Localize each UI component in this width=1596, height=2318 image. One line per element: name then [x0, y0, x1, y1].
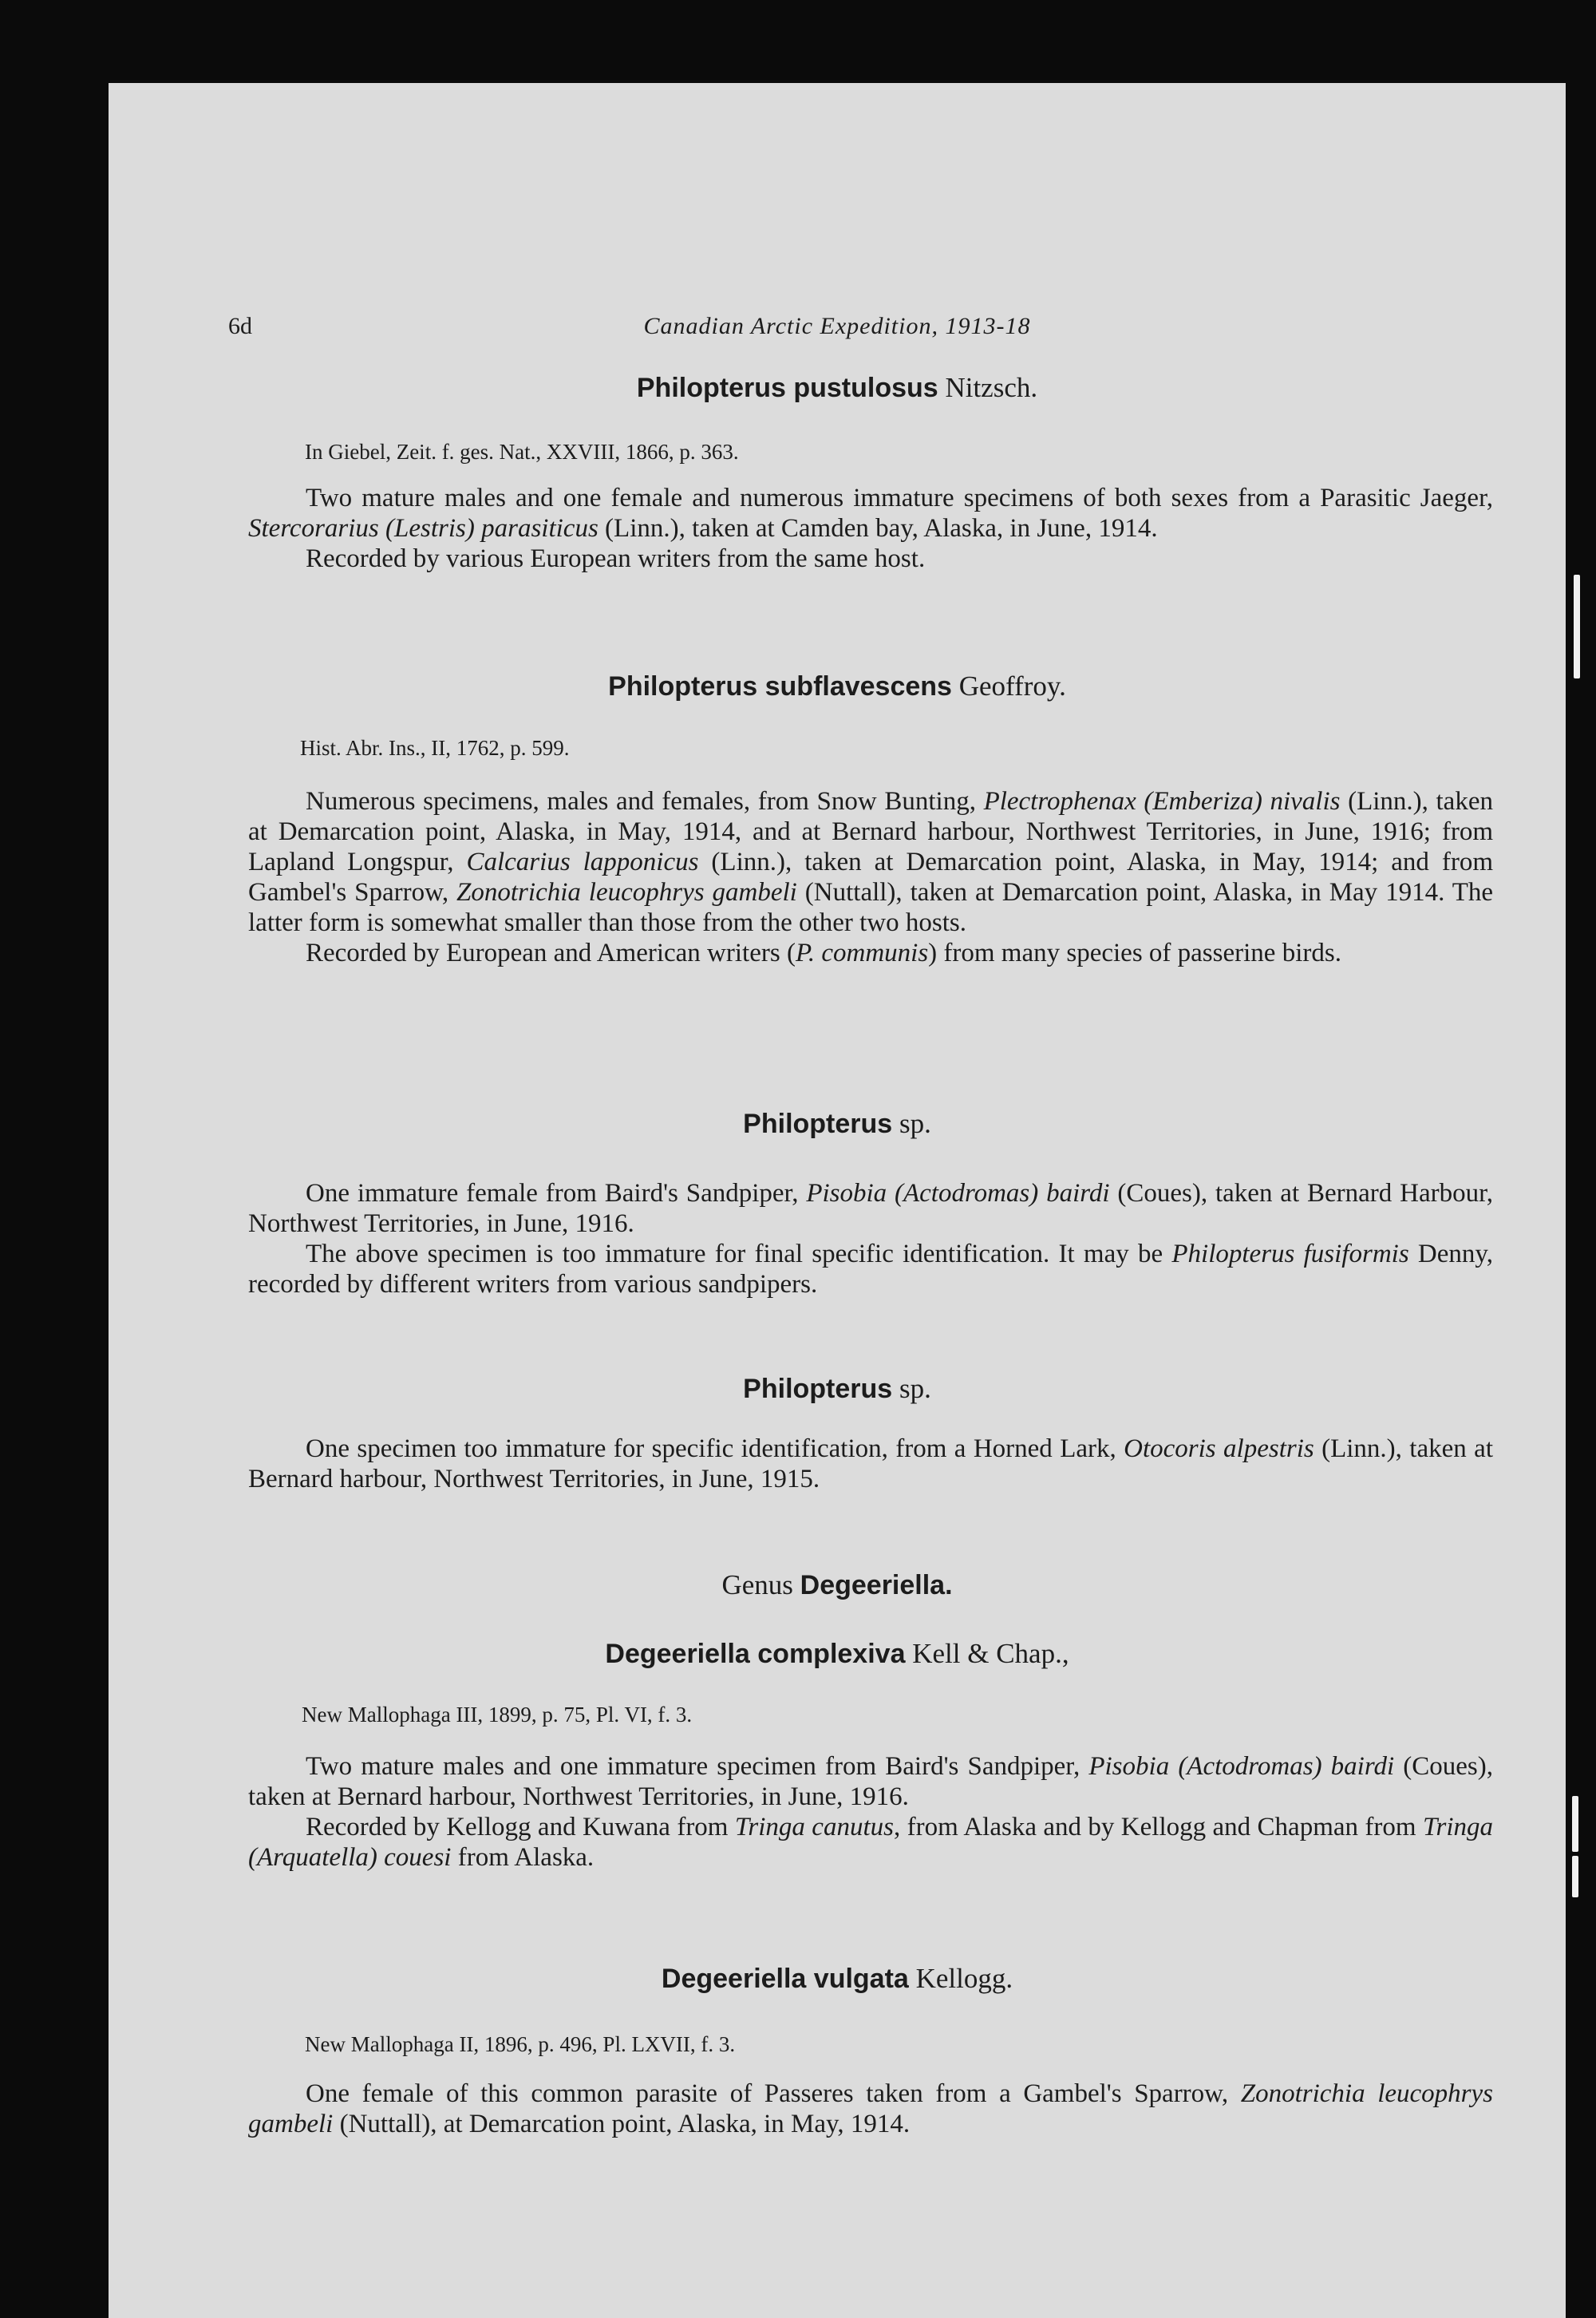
paragraph: Numerous specimens, males and females, from Snow Bunting, Plectrophenax (Emberiza) nivalis (Linn.), taken at Demarcation point, Alaska, in May, 1914, and at Bernard harbour, Northwest Territories, in June, 1916; from Lapland Longspur, Calcarius lapponicus (Linn.), taken at Demarcation point, Alaska, in May, 1914; and from Gambel's Sparrow, Zonotrichia leucophrys gambeli (Nuttall), taken at Demarcation point, Alaska, in May 1914. The latter form is somewhat smaller than those from the other two hosts. [248, 787, 1493, 937]
section-text [248, 1751, 1493, 1873]
species-name: Degeeriella complexiva [605, 1639, 906, 1669]
citation: In Giebel, Zeit. f. ges. Nat., XXVIII, 1866, p. 363. [305, 440, 739, 464]
section-text [248, 483, 1493, 574]
scanned-page [109, 83, 1566, 2318]
section-text [248, 2079, 1493, 2139]
species-author: Nitzsch. [945, 372, 1038, 403]
species-author: Kell & Chap., [912, 1638, 1069, 1669]
page-header [109, 313, 1566, 345]
paragraph: Two mature males and one female and numerous immature specimens of both sexes from a Parasitic Jaeger, Stercorarius (Lestris) parasiticus (Linn.), taken at Camden bay, Alaska, in June, 1914. [248, 484, 1493, 543]
species-name: Philopterus [743, 1374, 893, 1404]
species-name: Philopterus pustulosus [636, 373, 938, 403]
section-text [248, 1178, 1493, 1299]
paragraph: Recorded by various European writers from the same host. [306, 544, 926, 573]
paragraph: One immature female from Baird's Sandpiper, Pisobia (Actodromas) bairdi (Coues), taken at Bernard Harbour, Northwest Territories, in June, 1916. [248, 1179, 1493, 1238]
species-heading [109, 1373, 1566, 1405]
paragraph: The above specimen is too immature for final specific identification. It may be Philopterus fusiformis Denny, recorded by different writers from various sandpipers. [248, 1240, 1494, 1299]
species-author: sp. [899, 1108, 931, 1139]
citation: New Mallophaga II, 1896, p. 496, Pl. LXVII, f. 3. [305, 2032, 736, 2056]
section-text [248, 1434, 1493, 1494]
scan-edge-mark [1574, 575, 1580, 678]
genus-name: Degeeriella. [800, 1570, 953, 1600]
scan-edge-mark [1572, 1796, 1578, 1852]
species-name: Philopterus [743, 1109, 893, 1139]
paragraph: Recorded by European and American writers (P. communis) from many species of passerine birds. [306, 939, 1341, 967]
species-heading [109, 1108, 1566, 1140]
paragraph: Recorded by Kellogg and Kuwana from Tringa canutus, from Alaska and by Kellogg and Chapman from Tringa (Arquatella) couesi from Alaska. [248, 1813, 1493, 1872]
citation: New Mallophaga III, 1899, p. 75, Pl. VI, f. 3. [302, 1703, 693, 1727]
species-author: Geoffroy. [958, 670, 1066, 702]
species-author: sp. [899, 1373, 931, 1404]
genus-label: Genus [721, 1569, 793, 1600]
running-title: Canadian Arctic Expedition, 1913-18 [643, 313, 1031, 339]
scan-edge-mark [1572, 1856, 1578, 1897]
species-name: Philopterus subflavescens [608, 671, 952, 702]
species-heading [109, 1638, 1566, 1670]
paragraph: Two mature males and one immature specimen from Baird's Sandpiper, Pisobia (Actodromas) bairdi (Coues), taken at Bernard harbour, Northwest Territories, in June, 1916. [248, 1752, 1493, 1811]
paragraph: One specimen too immature for specific identification, from a Horned Lark, Otocoris alpestris (Linn.), taken at Bernard harbour, Northwest Territories, in June, 1915. [248, 1434, 1493, 1493]
page-number: 6d [228, 313, 252, 339]
species-heading [109, 372, 1566, 404]
species-name: Degeeriella vulgata [661, 1964, 909, 1994]
section-text [248, 786, 1493, 968]
citation: Hist. Abr. Ins., II, 1762, p. 599. [300, 736, 570, 760]
paragraph: One female of this common parasite of Passeres taken from a Gambel's Sparrow, Zonotrichia leucophrys gambeli (Nuttall), at Demarcation point, Alaska, in May, 1914. [248, 2079, 1493, 2138]
species-heading [109, 1963, 1566, 1995]
species-heading [109, 670, 1566, 702]
species-author: Kellogg. [915, 1963, 1013, 1994]
genus-heading [109, 1569, 1566, 1601]
species-italic: Stercorarius (Lestris) parasiticus [248, 514, 598, 543]
